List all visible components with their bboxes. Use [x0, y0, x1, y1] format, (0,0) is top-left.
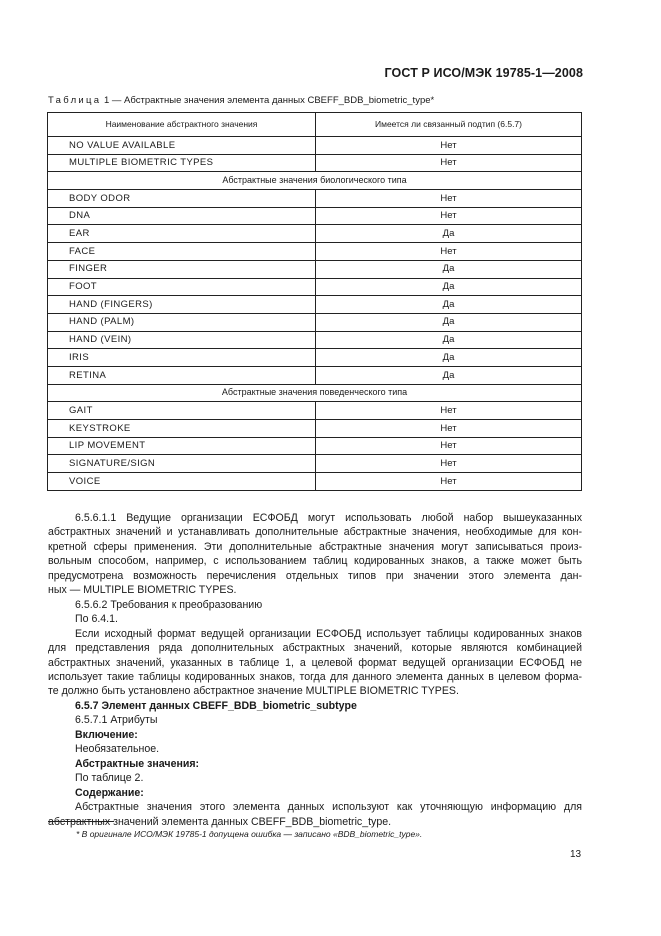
- heading-6-5-6-2: 6.5.6.2 Требования к преобразованию: [75, 598, 263, 611]
- text-line: ных — MULTIPLE BIOMETRIC TYPES.: [48, 584, 237, 597]
- text-line: абстрактных значений и устанавливать дополнительные абстрактные значения, необходимые для кон-: [48, 526, 582, 539]
- label-content: Содержание:: [75, 786, 144, 799]
- text-line: Абстрактные значения этого элемента данных используют как уточняющую информацию для: [75, 801, 582, 814]
- text-line: вольным способом, например, с использованием таблиц кодированных знаков, а также может быть: [48, 555, 582, 568]
- subtype-flag: Нет: [316, 207, 582, 225]
- body-text: [48, 511, 582, 829]
- abstract-value-name: DNA: [48, 207, 316, 225]
- subtype-flag: Да: [316, 260, 582, 278]
- text-line: предусмотрена возможность перечисления отдельных типов при значении этого элемента дан-: [48, 569, 582, 582]
- abstract-value-name: GAIT: [48, 402, 316, 420]
- text-line: кретной сферы применения. Эти дополнительные абстрактные значения могут записываться произ-: [48, 540, 582, 553]
- text-line: те должно быть установлено абстрактное значение MULTIPLE BIOMETRIC TYPES.: [48, 685, 459, 698]
- subtype-flag: Нет: [316, 154, 582, 172]
- abstract-value-name: NO VALUE AVAILABLE: [48, 137, 316, 155]
- abstract-value-name: LIP MOVEMENT: [48, 437, 316, 455]
- abstract-value-name: HAND (FINGERS): [48, 296, 316, 314]
- document-header: ГОСТ Р ИСО/МЭК 19785-1—2008: [384, 66, 583, 80]
- table-row: [48, 278, 582, 296]
- paragraph-reference: По 6.4.1.: [75, 613, 118, 626]
- subtype-flag: Да: [316, 313, 582, 331]
- group-row: [48, 384, 582, 402]
- table-row: [48, 349, 582, 367]
- group-heading: Абстрактные значения поведенческого типа: [48, 384, 582, 402]
- column-header-name: Наименование абстрактного значения: [48, 113, 316, 137]
- text-line: использует такие таблицы кодированных знаков, тогда для данного элемента данных в целевом форма-: [48, 670, 582, 683]
- table-row: [48, 296, 582, 314]
- paragraph-6-5-6-1-1: [48, 511, 582, 583]
- abstract-value-name: SIGNATURE/SIGN: [48, 455, 316, 473]
- column-header-subtype: Имеется ли связанный подтип (6.5.7): [316, 113, 582, 137]
- abstract-value-name: IRIS: [48, 349, 316, 367]
- abstract-value-name: FOOT: [48, 278, 316, 296]
- table-row: [48, 190, 582, 208]
- abstract-value-name: MULTIPLE BIOMETRIC TYPES: [48, 154, 316, 172]
- table-row: [48, 154, 582, 172]
- value-abstract-values: По таблице 2.: [75, 772, 144, 785]
- abstract-value-name: FINGER: [48, 260, 316, 278]
- subtype-flag: Нет: [316, 402, 582, 420]
- subtype-flag: Да: [316, 349, 582, 367]
- abstract-values-table: [47, 112, 582, 491]
- table-row: [48, 313, 582, 331]
- text-line: абстрактных значений элемента данных CBEFF_BDB_biometric_type.: [48, 815, 392, 828]
- table-row: [48, 420, 582, 438]
- subtype-flag: Нет: [316, 455, 582, 473]
- table-row: [48, 225, 582, 243]
- table-row: [48, 455, 582, 473]
- subtype-flag: Да: [316, 366, 582, 384]
- subtype-flag: Нет: [316, 473, 582, 491]
- abstract-value-name: HAND (PALM): [48, 313, 316, 331]
- page-number: 13: [570, 849, 582, 860]
- abstract-value-name: EAR: [48, 225, 316, 243]
- table-row: [48, 243, 582, 261]
- table-row: [48, 331, 582, 349]
- subtype-flag: Нет: [316, 243, 582, 261]
- table-row: [48, 437, 582, 455]
- subtype-flag: Нет: [316, 420, 582, 438]
- table-header-row: [48, 113, 582, 137]
- paragraph-conversion: [48, 627, 582, 685]
- table-caption-text: 1 — Абстрактные значения элемента данных CBEFF_BDB_biometric_type*: [104, 95, 435, 106]
- text-line: абстрактных значений, указанных в таблице 1, а целевой формат ведущей организации ЕСФОБД не: [48, 656, 582, 669]
- subtype-flag: Да: [316, 331, 582, 349]
- table-row: [48, 260, 582, 278]
- subtype-flag: Да: [316, 278, 582, 296]
- table-caption: [48, 95, 434, 106]
- text-line: 6.5.6.1.1 Ведущие организации ЕСФОБД могут использовать любой набор вышеуказанных: [75, 512, 582, 524]
- abstract-value-name: HAND (VEIN): [48, 331, 316, 349]
- label-inclusion: Включение:: [75, 728, 138, 741]
- abstract-value-name: KEYSTROKE: [48, 420, 316, 438]
- subtype-flag: Да: [316, 296, 582, 314]
- table-row: [48, 473, 582, 491]
- section-heading-6-5-7: 6.5.7 Элемент данных CBEFF_BDB_biometric_subtype: [75, 699, 357, 712]
- value-inclusion: Необязательное.: [75, 743, 160, 756]
- footnote: * В оригинале ИСО/МЭК 19785-1 допущена ошибка — записано «BDB_biometric_type».: [76, 829, 423, 839]
- subtype-flag: Нет: [316, 190, 582, 208]
- table-row: [48, 366, 582, 384]
- group-heading: Абстрактные значения биологического типа: [48, 172, 582, 190]
- text-line: Если исходный формат ведущей организации ЕСФОБД использует таблицы кодированных знаков: [75, 627, 582, 640]
- table-row: [48, 137, 582, 155]
- subtype-flag: Да: [316, 225, 582, 243]
- text-line: для представления ряда дополнительных абстрактных значений, которые являются комбинацией: [48, 642, 582, 655]
- paragraph-content: [48, 800, 582, 814]
- table-row: [48, 402, 582, 420]
- label-abstract-values: Абстрактные значения:: [75, 757, 200, 770]
- abstract-value-name: VOICE: [48, 473, 316, 491]
- group-row: [48, 172, 582, 190]
- abstract-value-name: FACE: [48, 243, 316, 261]
- table-row: [48, 207, 582, 225]
- abstract-value-name: BODY ODOR: [48, 190, 316, 208]
- abstract-value-name: RETINA: [48, 366, 316, 384]
- heading-6-5-7-1: 6.5.7.1 Атрибуты: [75, 714, 158, 727]
- table-caption-label: Таблица: [48, 95, 102, 106]
- footnote-divider: [48, 821, 114, 822]
- subtype-flag: Нет: [316, 437, 582, 455]
- subtype-flag: Нет: [316, 137, 582, 155]
